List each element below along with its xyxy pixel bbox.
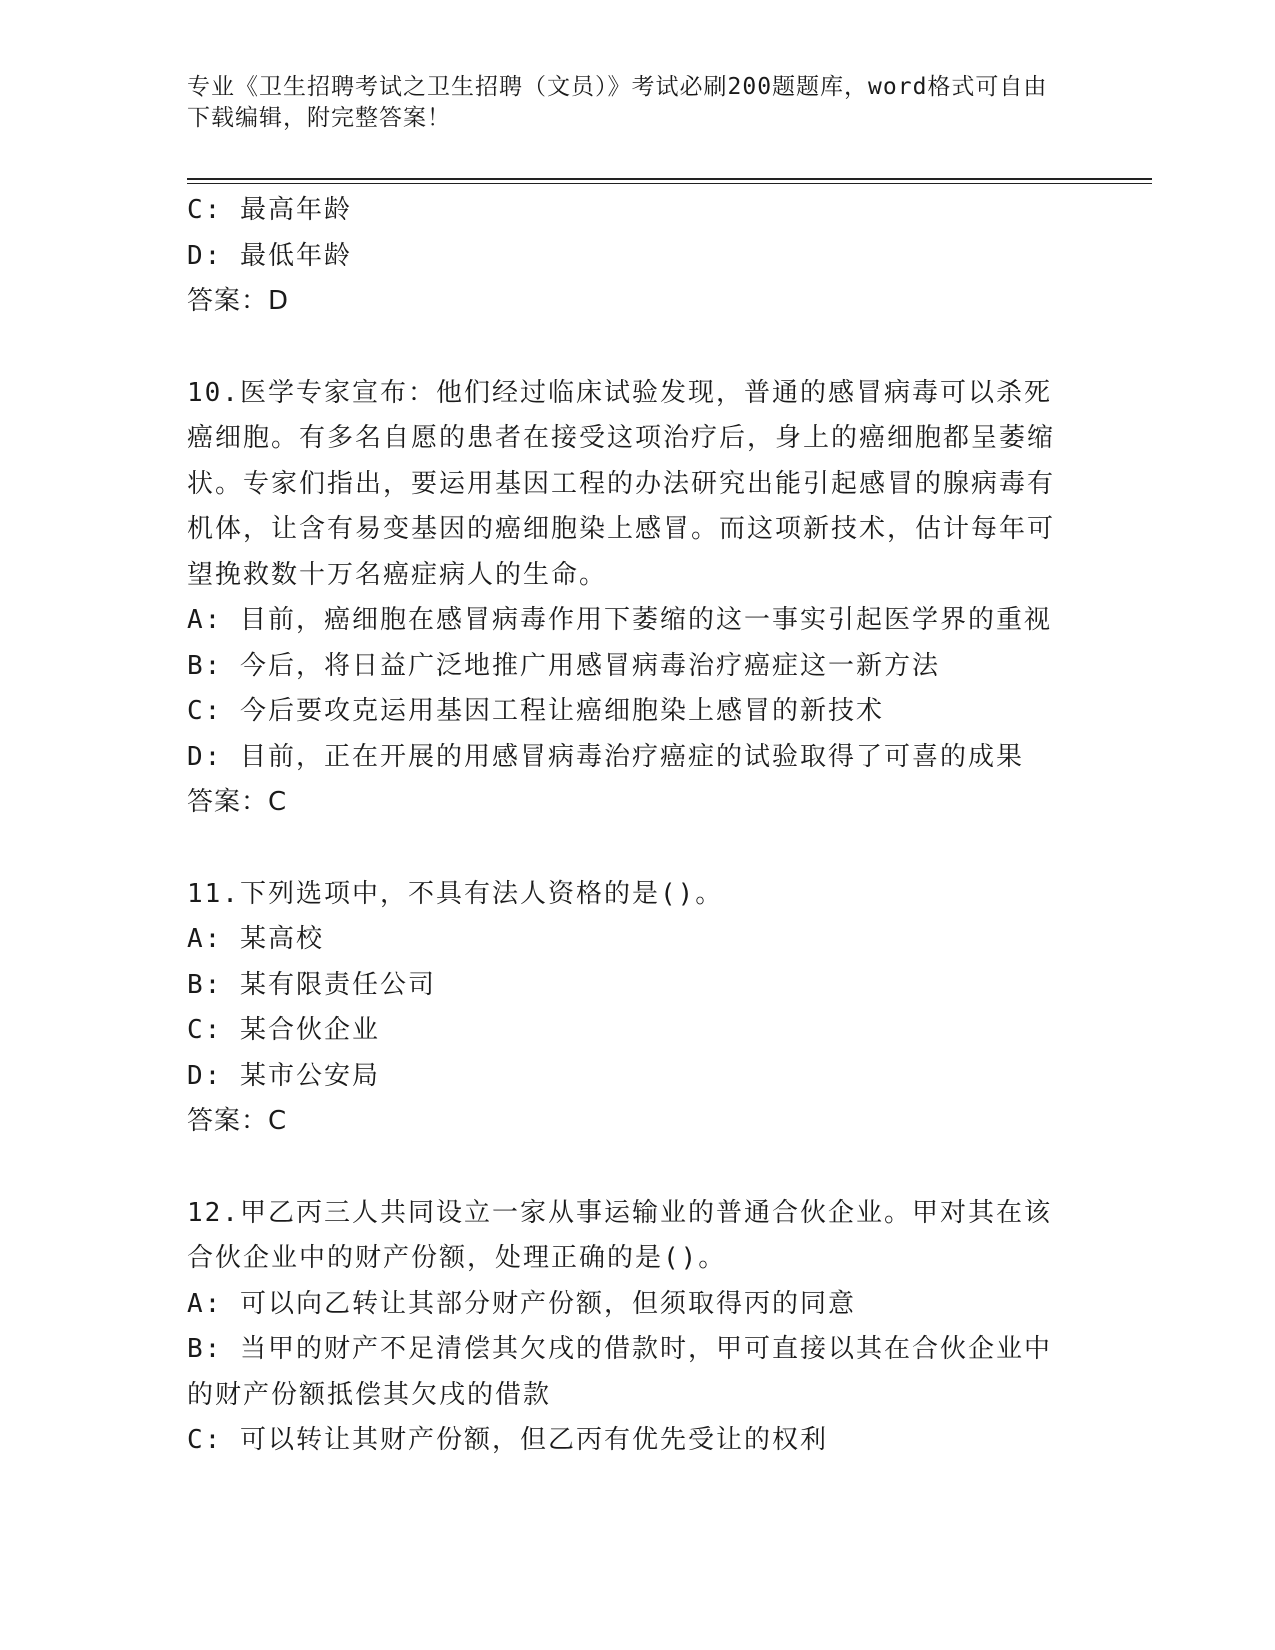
q11-answer: 答案：C — [187, 1106, 288, 1136]
q11-option-b: B: 某有限责任公司 — [187, 969, 436, 1000]
question-10 — [187, 371, 1067, 826]
document-header: 专业《卫生招聘考试之卫生招聘（文员）》考试必刷200题题库，word格式可自由下载编辑，附完整答案！ — [187, 74, 1048, 131]
header-rule-thin — [187, 183, 1152, 184]
header-rule-thick — [187, 178, 1152, 180]
q12-stem: 12.甲乙丙三人共同设立一家从事运输业的普通合伙企业。甲对其在该合伙企业中的财产份额，处理正确的是()。 — [187, 1197, 1052, 1273]
q11-stem: 11.下列选项中，不具有法人资格的是()。 — [187, 878, 724, 909]
q10-option-d: D: 目前，正在开展的用感冒病毒治疗癌症的试验取得了可喜的成果 — [187, 741, 1024, 772]
q9-answer: 答案：D — [187, 286, 290, 316]
q10-option-c: C: 今后要攻克运用基因工程让癌细胞染上感冒的新技术 — [187, 696, 884, 726]
question-11 — [187, 872, 1067, 1145]
q12-option-a: A: 可以向乙转让其部分财产份额，但须取得丙的同意 — [187, 1288, 856, 1319]
q10-option-b: B: 今后，将日益广泛地推广用感冒病毒治疗癌症这一新方法 — [187, 650, 940, 681]
question-12 — [187, 1191, 1067, 1464]
q9-option-d: D: 最低年龄 — [187, 240, 352, 271]
q12-option-b: B: 当甲的财产不足清偿其欠戌的借款时，甲可直接以其在合伙企业中的财产份额抵偿其欠戌的借款 — [187, 1334, 1052, 1410]
q9-option-c: C: 最高年龄 — [187, 195, 352, 225]
q10-option-a: A: 目前，癌细胞在感冒病毒作用下萎缩的这一事实引起医学界的重视 — [187, 605, 1052, 635]
q12-option-c: C: 可以转让其财产份额，但乙丙有优先受让的权利 — [187, 1425, 828, 1455]
q11-option-d: D: 某市公安局 — [187, 1060, 380, 1091]
document-body — [187, 188, 1067, 1464]
q11-option-a: A: 某高校 — [187, 924, 324, 954]
q10-stem: 10.医学专家宣布：他们经过临床试验发现，普通的感冒病毒可以杀死癌细胞。有多名自愿的患者在接受这项治疗后，身上的癌细胞都呈萎缩状。专家们指出，要运用基因工程的办法研究出能引起感冒的腺病毒有机体，让含有易变基因的癌细胞染上感冒。而这项新技术，估计每年可望挽救数十万名癌症病人的生命。 — [187, 377, 1056, 590]
q10-answer: 答案：C — [187, 787, 288, 817]
q11-option-c: C: 某合伙企业 — [187, 1015, 380, 1045]
question-9-tail — [187, 188, 1067, 325]
